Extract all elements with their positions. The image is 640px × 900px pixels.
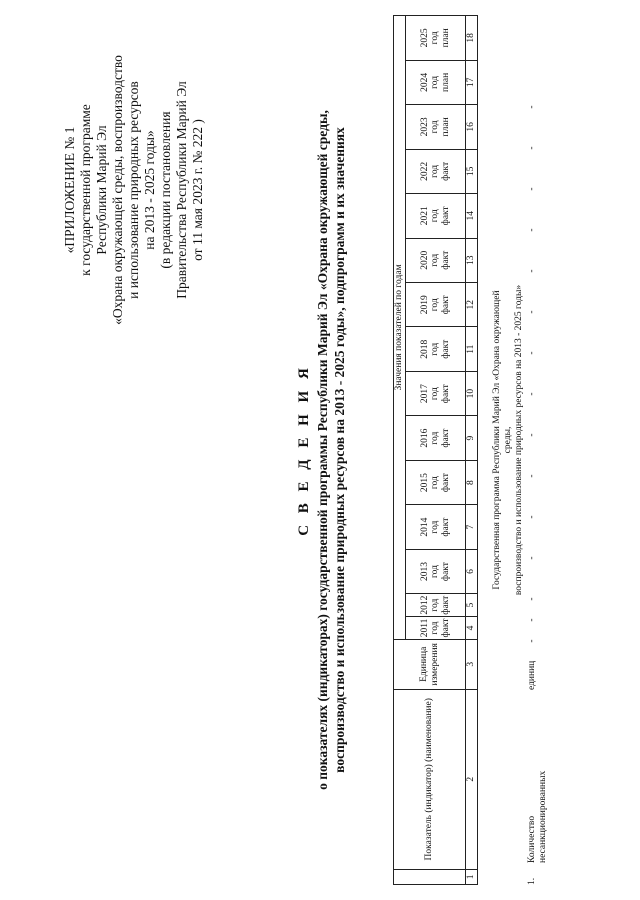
appendix-line: (в редакции постановления [158,111,173,269]
column-number: 12 [466,283,478,327]
column-number: 4 [466,617,478,640]
indicators-table [393,15,478,885]
appendix-line: от 11 мая 2023 г. № 222 ) [190,119,205,261]
column-number: 7 [466,505,478,549]
row-value: - [527,392,537,396]
row-value: - [527,146,537,150]
row-indicator-name: Количество несанкционированных [527,770,548,863]
year-header-2021: 2021 год факт [406,194,466,238]
year-header-2020: 2020 год факт [406,238,466,282]
header-unit: Единица измерения [394,639,466,689]
row-value: - [527,515,537,519]
column-number: 2 [466,689,478,869]
row-value: - [527,433,537,437]
column-number: 9 [466,416,478,460]
subtitle-line: о показателях (индикаторах) государственной программы Республики Марий Эл «Охрана окружающей среды, [315,110,330,790]
year-header-2013: 2013 год факт [406,549,466,593]
subtitle-line: воспроизводство и использование природных ресурсов на 2013 - 2025 годы», подпрограмм и их значениях [332,127,347,773]
year-header-2024: 2024 год план [406,60,466,104]
year-header-2017: 2017 год факт [406,371,466,415]
row-value: - [527,310,537,314]
column-number: 13 [466,238,478,282]
column-number: 3 [466,639,478,689]
row-value: - [527,351,537,355]
year-header-2012: 2012 год факт [406,594,466,617]
program-row-line: Государственная программа Республики Марий Эл «Охрана окружающей среды, [492,290,513,590]
row-value: - [527,228,537,232]
document-title: С В Е Д Е Н И Я [296,364,312,536]
column-number: 8 [466,460,478,504]
column-number: 18 [466,16,478,61]
column-number: 14 [466,194,478,238]
row-value: - [527,269,537,273]
document-subtitle [314,60,348,840]
column-number: 16 [466,105,478,149]
column-number: 6 [466,549,478,593]
row-value: - [527,556,537,560]
header-indicator: Показатель (индикатор) (наименование) [394,689,466,869]
appendix-line: «Охрана окружающей среды, воспроизводство [110,55,125,325]
appendix-line: «ПРИЛОЖЕНИЕ № 1 [62,126,77,254]
row-value: - [527,474,537,478]
column-number: 10 [466,371,478,415]
column-number: 17 [466,60,478,104]
year-header-2022: 2022 год факт [406,149,466,193]
year-header-2023: 2023 год план [406,105,466,149]
column-number: 5 [466,594,478,617]
year-header-2011: 2011 год факт [406,617,466,640]
row-value: - [527,105,537,109]
year-header-2014: 2014 год факт [406,505,466,549]
row-value: - [527,618,537,622]
header-year-values: Значения показателей по годам [394,16,406,640]
row-unit: единиц [527,660,537,690]
header-cell-number [394,869,466,884]
row-value: - [527,187,537,191]
appendix-line: и использование природных ресурсов [126,81,141,299]
appendix-line: Республики Марий Эл [94,125,109,255]
year-header-2015: 2015 год факт [406,460,466,504]
column-number: 1 [466,869,478,884]
year-header-2025: 2025 год план [406,16,466,61]
year-header-2016: 2016 год факт [406,416,466,460]
appendix-line: Правительства Республики Марий Эл [174,81,189,299]
appendix-header [62,40,206,340]
program-row-line: воспроизводство и использование природных ресурсов на 2013 - 2025 годы» [514,284,524,596]
appendix-line: на 2013 - 2025 годы» [142,130,157,250]
year-header-2019: 2019 год факт [406,283,466,327]
column-number: 15 [466,149,478,193]
column-number: 11 [466,327,478,371]
row-value: - [527,639,537,643]
program-section-row [492,280,525,600]
row-value: - [527,597,537,601]
year-header-2018: 2018 год факт [406,327,466,371]
appendix-line: к государственной программе [78,104,93,276]
table-row [527,15,567,885]
row-number: 1. [527,877,537,885]
